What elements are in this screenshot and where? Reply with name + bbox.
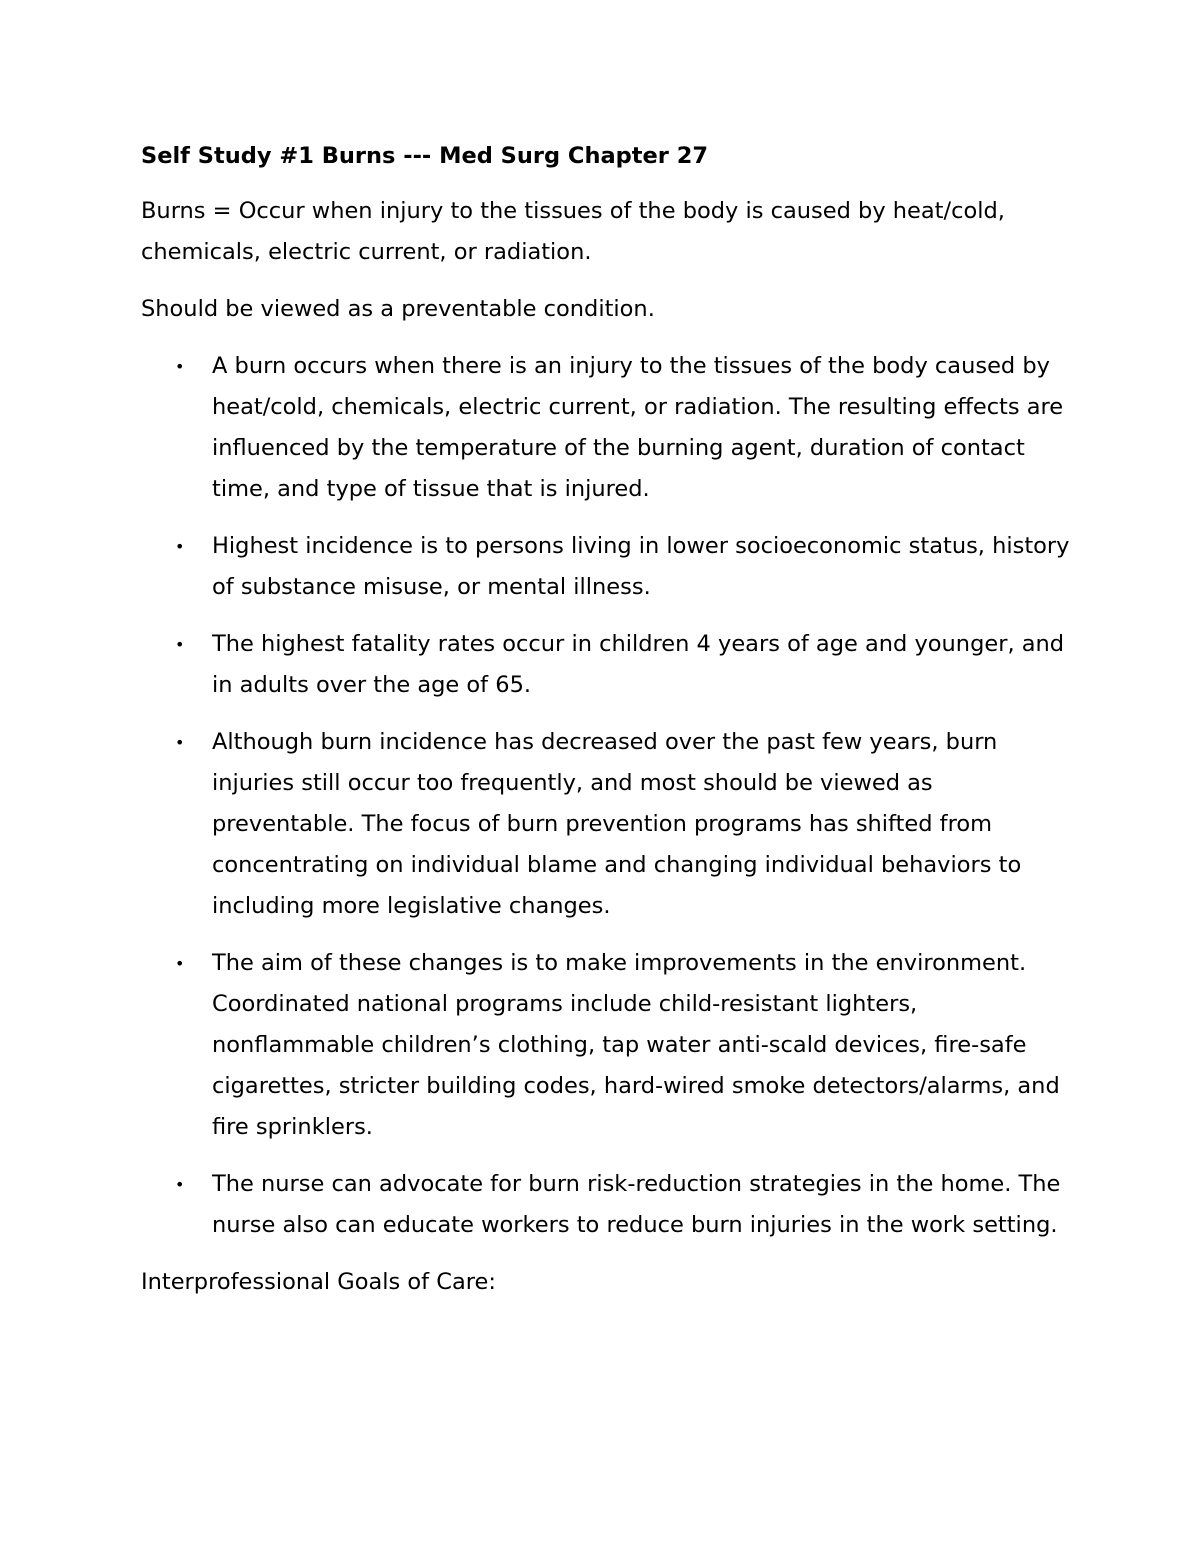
preventable-note: Should be viewed as a preventable condition. xyxy=(141,296,655,322)
bullet-list xyxy=(141,346,1071,1246)
bullet-icon: • xyxy=(175,537,185,556)
list-item xyxy=(141,722,1071,927)
list-item xyxy=(141,526,1071,608)
list-item-text: Highest incidence is to persons living in lower socioeconomic status, history of substance misuse, or mental illness. xyxy=(212,533,1070,600)
burns-definition: Burns = Occur when injury to the tissues of the body is caused by heat/cold, chemicals, electric current, or radiation. xyxy=(141,198,1005,265)
bullet-icon: • xyxy=(175,733,185,752)
list-item xyxy=(141,346,1071,510)
list-item xyxy=(141,1164,1071,1246)
document-body xyxy=(141,136,1071,1303)
list-item-text: The highest fatality rates occur in children 4 years of age and younger, and in adults over the age of 65. xyxy=(212,631,1065,698)
list-item-text: A burn occurs when there is an injury to the tissues of the body caused by heat/cold, chemicals, electric current, or radiation. The resulting effects are influenced by the temperature of the burning agent, duration of contact time, and type of tissue that is injured. xyxy=(212,353,1064,502)
list-item xyxy=(141,943,1071,1148)
list-item-text: The aim of these changes is to make improvements in the environment. Coordinated national programs include child-resistant lighters, nonflammable children’s clothing, tap water anti-scald devices, fire-safe cigarettes, stricter building codes, hard-wired smoke detectors/alarms, and fire sprinklers. xyxy=(212,950,1060,1140)
list-item-text: The nurse can advocate for burn risk-reduction strategies in the home. The nurse also can educate workers to reduce burn injuries in the work setting. xyxy=(212,1171,1061,1238)
list-item xyxy=(141,624,1071,706)
bullet-icon: • xyxy=(175,1175,185,1194)
bullet-icon: • xyxy=(175,635,185,654)
bullet-icon: • xyxy=(175,357,185,376)
bullet-icon: • xyxy=(175,954,185,973)
goals-heading: Interprofessional Goals of Care: xyxy=(141,1269,496,1295)
list-item-text: Although burn incidence has decreased over the past few years, burn injuries still occur too frequently, and most should be viewed as preventable. The focus of burn prevention programs has shifted from concentrating on individual blame and changing individual behaviors to including more legislative changes. xyxy=(212,729,1022,919)
document-title: Self Study #1 Burns --- Med Surg Chapter 27 xyxy=(141,143,709,169)
